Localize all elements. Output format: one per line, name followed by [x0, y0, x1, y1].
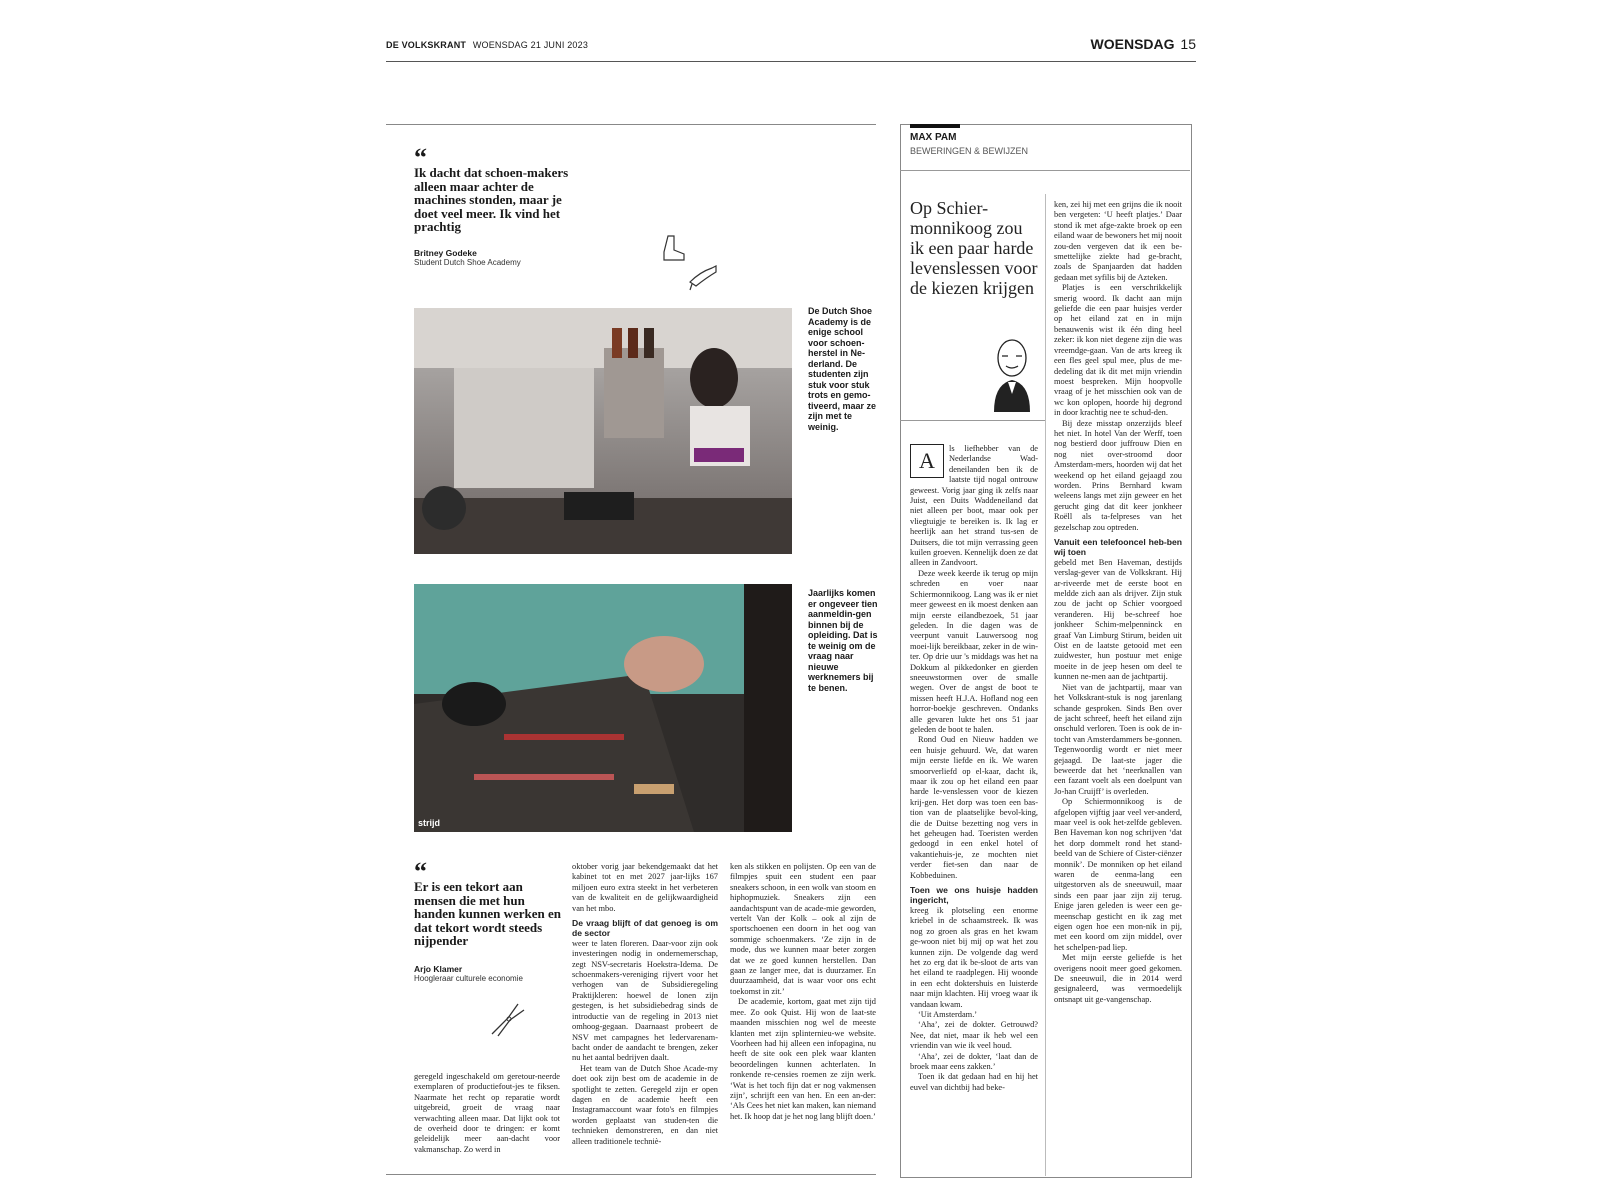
- masthead-left: [386, 40, 588, 50]
- quote-author: Britney Godeke: [414, 247, 477, 258]
- page-number: 15: [1180, 36, 1196, 52]
- column-paragraph: ls liefhebber van de Nederlandse Wad-deneilanden ben ik de laatste tijd nogal ontrouw geweest. Vorig jaar ging ik zelfs naar Juist, een Duits Waddeneiland dat niet alleen per boot, maar ook per vliegtuigje te bereiken is. Ik lag er heerlijk aan het strand tus-sen de Duitsers, die tot mijn verrassing geen kuilen groeven. Kennelijk doen ze dat alleen in Zandvoort.: [910, 444, 1038, 568]
- column-paragraph: Met mijn eerste geliefde is het overigens nooit meer goed gekomen. De sneeuwuil, die in 2014 werd gesignaleerd, was vermoedelijk ontsnapt uit ge-vangenschap.: [1054, 953, 1182, 1004]
- column-paragraph: ‘Uit Amsterdam.’: [918, 1009, 978, 1019]
- article-paragraph: geregeld ingeschakeld om geretour-neerde exemplaren of productiefout-jes te fiksen. Naarmate het recht op reparatie wordt uitgebreid, groeit de vraag naar verwachting alleen maar. Dat lijkt ook tot de overheid door te dringen: er komt geleidelijk meer aan-dacht voor vakmanschap. Zo werd in: [414, 1072, 560, 1154]
- column-author: MAX PAM: [910, 132, 957, 143]
- photo-2-caption: Jaarlijks komen er ongeveer tien aanmeldin-gen binnen bij de opleiding. Dat is te weinig om de vraag naar nieuwe werknemers bij te benen.: [808, 588, 878, 693]
- column-paragraph: ken, zei hij met een grijns die ik nooit ben vergeten: ‘U heeft platjes.’ Daar stond ik met afge-zakte broek op een eiland waar de bewoners het mij nooit zou-den vergeven dat ik een be-smettelijke ziekte had ge-bracht, zoals de Spanjaarden dat hadden gedaan met syfilis bij de Azteken.: [1054, 200, 1182, 282]
- article-paragraph: Het team van de Dutch Shoe Acade-my doet ook zijn best om de academie in de spotlight te zetten. Geregeld zijn er open dagen en de academie heeft een Instagramaccount waar foto's en filmpjes worden geplaatst van studen-ten die technieken demonstreren, en dan niet alleen traditionele techniè-: [572, 1063, 718, 1146]
- quote-author-role: Hoogleraar culturele economie: [414, 973, 523, 983]
- quote-mark: “: [414, 862, 427, 878]
- column-body-1: [910, 444, 1038, 1176]
- column-paragraph: Deze week keerde ik terug op mijn schreden en voer naar Schiermonnikoog. Lang was ik er niet meer geweest en ik moest denken aan mijn eerste eilandbezoek, 51 jaar geleden. In die dagen was de veerpunt vanuit Lauwersoog nog moei-lijk bereikbaar, zeker in de win-ter. Op drie uur 's middags was het na Dokkum al pikkedonker en gierden sneeuwstormen over de smalle wegen. Over de angst de boot te missen heeft H.J.A. Hofland nog een horror-boekje geschreven. Ondanks alle gevaren lukte het ons 51 jaar geleden de boot te halen.: [910, 568, 1038, 734]
- masthead-right: [1091, 36, 1196, 52]
- drop-cap: A: [910, 444, 944, 478]
- pliers-illustration: [488, 1000, 528, 1038]
- quote-author: Arjo Klamer: [414, 963, 463, 974]
- article-column-1: [414, 1072, 560, 1168]
- photo-hands-shoe: [414, 584, 792, 832]
- article-paragraph: oktober vorig jaar bekendgemaakt dat het kabinet tot en met 2027 jaar-lijks 167 miljoen euro extra steekt in het verbeteren van de kwaliteit en de gelijkwaardigheid van het mbo.: [572, 862, 718, 913]
- column-paragraph: ‘Aha’, zei de dokter, ‘laat dan de broek maar eens zakken.’: [910, 1051, 1038, 1071]
- column-paragraph: Bij deze misstap onzerzijds bleef het niet. In hotel Van der Werff, toen nog bestierd door juffrouw Dien en nog niet over-stroomd door Amsterdam-mers, hoorden wij dat het weekend op het eiland gejaagd zou worden. Prins Bernhard kwam weleens langs met zijn geweer en het gerucht ging dat dit keer jonkheer Roëll als ta-felpreses van het gezelschap zou optreden.: [1054, 418, 1182, 532]
- column-paragraph: gebeld met Ben Haveman, destijds verslag-gever van de Volkskrant. Hij ar-riveerde met de eerste boot en meldde zich aan als drijver. Zijn stuk zou de jacht op Schier voorgoed veranderen. Hij be-schreef hoe jonkheer Schim-melpenninck en graaf Van Limburg Stirum, beiden uit Oist en de laatste getooid met een zuidwester, hun postuur met enige moeite in de jeep hesen om deel te kunnen ne-men aan de jachtpartij.: [1054, 557, 1182, 682]
- article-paragraph: De academie, kortom, gaat met zijn tijd mee. Zo ook Quist. Hij won de laat-ste maanden misschien nog wel de meeste klanten met zijn splinternieu-we website. Voorheen had hij alleen een infopagina, nu heeft de site ook een plek waar klanten beoordelingen kunnen achterlaten. In ronkende re-censies roemen ze zijn werk. ‘Wat is het toch fijn dat er nog vakmensen zijn’, schrijft een van hen. En een an-der: ‘Als Cees het niet kan maken, kan niemand het. Ik hoop dat je het nog lang blijft doen.’: [730, 997, 876, 1121]
- column-divider: [1045, 194, 1046, 1176]
- shoes-illustration: [660, 232, 722, 292]
- quote-author-role: Student Dutch Shoe Academy: [414, 257, 521, 267]
- column-paragraph: Toen ik dat gedaan had en hij het euvel van dichtbij had beke-: [910, 1072, 1038, 1092]
- column-title-rule: [900, 420, 1045, 421]
- column-body-2: [1054, 200, 1182, 1176]
- day-label: WOENSDAG: [1090, 36, 1175, 52]
- issue-date: WOENSDAG 21 JUNI 2023: [472, 40, 589, 50]
- photo-1-caption: De Dutch Shoe Academy is de enige school voor schoen-herstel in Ne-derland. De studenten zijn stuk voor stuk trots en gemo-tiveerd, maar ze zijn met te weinig.: [808, 306, 877, 432]
- column-header-rule: [900, 170, 1190, 171]
- bottom-rule: [386, 1174, 876, 1175]
- article-column-3: [730, 862, 876, 1168]
- column-accent-bar: [910, 124, 960, 128]
- section-rule: [386, 124, 876, 125]
- article-paragraph: ken als stikken en polijsten. Op een van de filmpjes spuit een student een paar sneakers schoon, in een wolk van stoom en hiphopmuziek. Sneakers zijn een aandachtspunt van de acade-mie geworden, vertelt Van der Kolk – ook al zijn de sportschoenen een doorn in het oog van sommige schoenmakers. ‘Ze zijn in de mode, dus we kunnen maar beter zorgen dat we ze goed kunnen herstellen. Dan gaan ze langer mee, dat is duurzamer. En duurzaamheid, dat is waar voor ons echt toekomst in zit.’: [730, 862, 876, 996]
- column-subhead: Toen we ons huisje hadden ingericht,: [910, 885, 1038, 906]
- column-paragraph: Rond Oud en Nieuw hadden we een huisje gehuurd. We, dat waren mijn eerste liefde en ik. We waren smoorverliefd op el-kaar, dacht ik, maar ik zou op het eiland een paar harde le-venslessen voor de kiezen krij-gen. Het dorp was toen een bas-tion van de plaatselijke bevol-king, die de Duitse bezetting nog vers in het geheugen had. Toeristen werden gedoogd in een enkel hotel of vakantiehuis-je, ze mochten niet verder fiet-sen dan naar de Kobbeduinen.: [910, 735, 1038, 880]
- photo-credit: strijd: [418, 818, 441, 828]
- pull-quote-2: [414, 862, 564, 983]
- masthead-rule: [386, 61, 1196, 62]
- pull-quote-1: [414, 148, 584, 267]
- author-portrait-illustration: [984, 334, 1040, 412]
- article-column-2: [572, 862, 718, 1168]
- column-paragraph: Op Schiermonnikoog is de afgelopen vijftig jaar veel ver-anderd, maar veel is ook het-zelfde gebleven. Ben Haveman kon nog schrijven ‘dat het dorp dommelt rond het stand-beeld van de Schiere of Cister-ciënzer monnik’. De monniken op het eiland waren de eenma-lang een uitgestorven als de sneeuwuil, maar sinds een paar jaar zijn zij terug. Enige jaren geleden is weer een ge-meenschap gesticht en ik zag met eigen ogen hoe een mon-nik in pij, met een koord om zijn middel, over het schelpen-pad liep.: [1054, 797, 1182, 952]
- article-subhead: De vraag blijft of dat genoeg is om de sector: [572, 918, 718, 939]
- column-paragraph: kreeg ik plotseling een enorme kriebel in de schaamstreek. Ik was nog zo groen als gras en het kwam ge-woon niet bij mij op wat het zou kunnen zijn. De volgende dag werd het zo erg dat ik be-sloot de arts van het eiland te raadplegen. Hij woonde in een echt doktershuis en luisterde naar mijn klachten. Hij vroeg waar ik vandaan kwam.: [910, 905, 1038, 1009]
- quote-text: Ik dacht dat schoen-makers alleen maar achter de machines stonden, maar je doet veel meer. Ik vind het prachtig: [414, 165, 569, 234]
- quote-mark: “: [414, 148, 427, 164]
- column-title: Op Schier-monnikoog zou ik een paar harde levenslessen voor de kiezen krijgen: [910, 198, 1038, 298]
- column-series: BEWERINGEN & BEWIJZEN: [910, 146, 1029, 156]
- column-paragraph: Platjes is een verschrikkelijk smerig woord. Ik dacht aan mijn geliefde die een paar huisjes verder op het eiland zat en in mijn benauwenis wist ik één ding heel zeker: ik kon niet degene zijn die was vreemdge-gaan. Van de arts kreeg ik een fles geel spul mee, plus de me-dedeling dat ik dit met mijn vriendin moest bespreken. Mijn hoopvolle vraag of je het misschien ook van de wc kon oplopen, hoorde hij degrond in door krachtig nee te schud-den.: [1054, 283, 1182, 418]
- photo-workshop: [414, 308, 792, 554]
- quote-text: Er is een tekort aan mensen die met hun handen kunnen werken en dat tekort wordt steeds nijpender: [414, 879, 562, 948]
- column-paragraph: Niet van de jachtpartij, maar van het Volkskrant-stuk is nog jarenlang schande gesproken. Sinds Ben over de jacht schreef, heeft het eiland zijn onschuld verloren. Toen is ook de in-tocht van Amsterdammers be-gonnen. Tegenwoordig wordt er niet meer gejaagd. De laat-ste jager die beweerde dat het ‘neerknallen van een fazant voelt als een doelpunt van Jo-han Cruijff’ is overleden.: [1054, 682, 1182, 796]
- article-paragraph: weer te laten floreren. Daar-voor zijn ook investeringen nodig in ondernemerschap, zegt NSV-secretaris Hoekstra-Idema. De schoenmakers-vereniging rijvert voor het verhogen van de Subsidieregeling Praktijkleren: hoewel de lonen zijn gestegen, is het subsidiebedrag sinds de introductie van de regeling in 2013 niet omhoog-gegaan. Daarnaast probeert de NSV met campagnes het ledervarenam-bacht onder de aandacht te brengen, zeker nu het aantal bedrijven daalt.: [572, 938, 718, 1063]
- column-paragraph: ‘Aha’, zei de dokter. Getrouwd? Nee, dat niet, maar ik heb wel een vriendin van wie ik veel houd.: [910, 1020, 1038, 1051]
- paper-name: DE VOLKSKRANT: [386, 40, 467, 50]
- column-subhead: Vanuit een telefooncel heb-ben wij toen: [1054, 537, 1182, 558]
